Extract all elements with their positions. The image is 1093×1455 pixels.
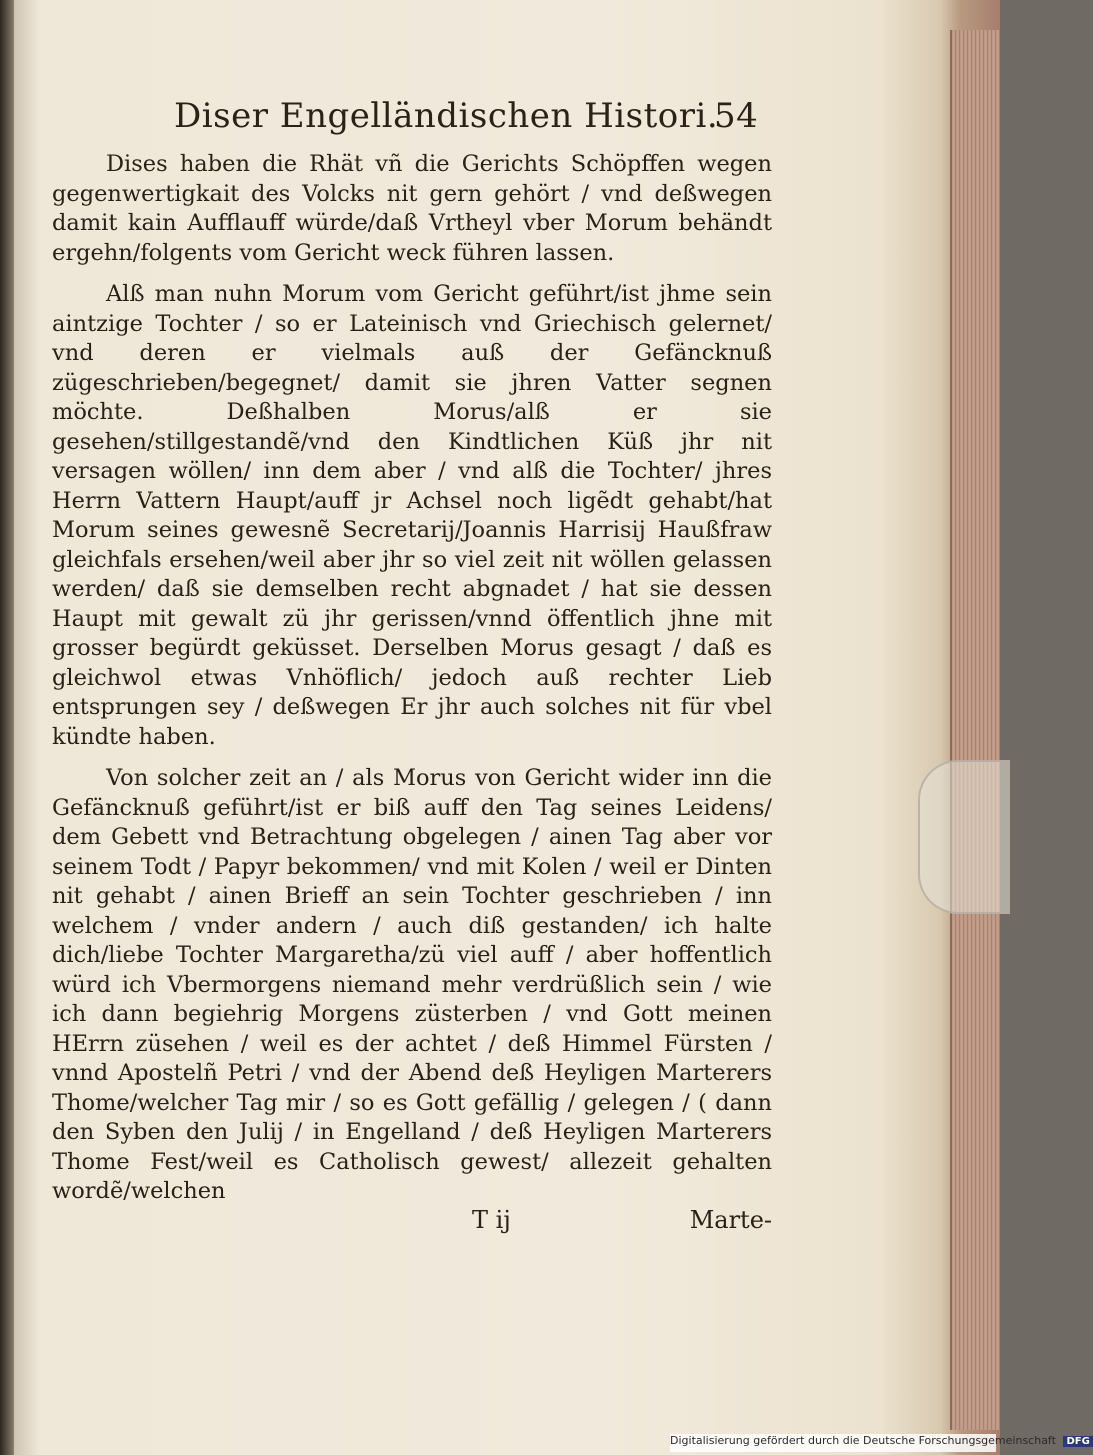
paragraph-1: Dises haben die Rhät vñ die Gerichts Schöpffen wegen gegenwertigkait des Volcks nit gern gehört / vnd deßwegen damit kain Aufflauff würde/daß Vrtheyl vber Morum behändt ergehn/folgents vom Gericht weck führen lassen. [52, 151, 772, 266]
book-gutter [0, 0, 14, 1455]
digitization-credit [670, 1434, 1090, 1452]
paragraph-2: Alß man nuhn Morum vom Gericht geführt/ist jhme sein aintzige Tochter / so er Lateinisch vnd Griechisch gelernet/ vnd deren er vielmals auß der Gefäncknuß zügeschrieben/begegnet/ damit sie jhren Vatter segnen möchte. Deßhalben Morus/alß er sie gesehen/stillgestandẽ/vnd den Kindtlichen Küß jhr nit versagen wöllen/ inn dem aber / vnd alß die Tochter/ jhres Herrn Vattern Haupt/auff jr Achsel noch ligẽdt gehabt/hat Morum seines gewesnẽ Secretarij/Joannis Harrisij Haußfraw gleichfals ersehen/weil aber jhr so viel zeit nit wöllen gelassen werden/ daß sie demselben recht abgnadet / hat sie dessen Haupt mit gewalt zü jhr gerissen/vnnd öffentlich jhne mit grosser begürdt geküsset. Derselben Morus gesagt / daß es gleichwol etwas Vnhöflich/ jedoch auß rechter Lieb entsprungen sey / deßwegen Er jhr auch solches nit für vbel kündte haben. [52, 281, 772, 750]
dfg-logo-icon: DFG [1063, 1436, 1092, 1447]
catchword: Marte- [689, 1206, 772, 1234]
page-edges [950, 30, 1000, 1430]
text-block [52, 150, 772, 1219]
signature-mark: T ij [472, 1206, 511, 1234]
paragraph-3: Von solcher zeit an / als Morus von Gericht wider inn die Gefäncknuß geführt/ist er biß auff den Tag seines Leidens/ dem Gebett vnd Betrachtung obgelegen / ainen Tag aber vor seinem Todt / Papyr bekommen/ vnd mit Kolen / weil er Dinten nit gehabt / ainen Brieff an sein Tochter geschrieben / inn welchem / vnder andern / auch diß gestanden/ ich halte dich/liebe Tochter Margaretha/zü viel auff / aber hoffentlich würd ich Vbermorgens niemand mehr verdrüßlich sein / wie ich dann begiehrig Morgens züsterben / vnd Gott meinen HErrn züsehen / weil es der achtet / deß Himmel Fürsten / vnnd Apostelñ Petri / vnd der Abend deß Heyligen Marterers Thome/welcher Tag mir / so es Gott gefällig / gelegen / ( dann den Syben den Julij / in Engelland / deß Heyligen Marterers Thome Fest/weil es Catholisch gewest/ allezeit gehalten wordẽ/welchen [52, 765, 772, 1204]
credit-text: Digitalisierung gefördert durch die Deutsche Forschungsgemeinschaft [670, 1434, 1056, 1447]
page-number: 54 [714, 96, 759, 136]
running-head [174, 96, 774, 146]
page [14, 0, 952, 1455]
running-title: Diser Engelländischen Histori. [174, 96, 719, 136]
page-footer [52, 1206, 772, 1240]
